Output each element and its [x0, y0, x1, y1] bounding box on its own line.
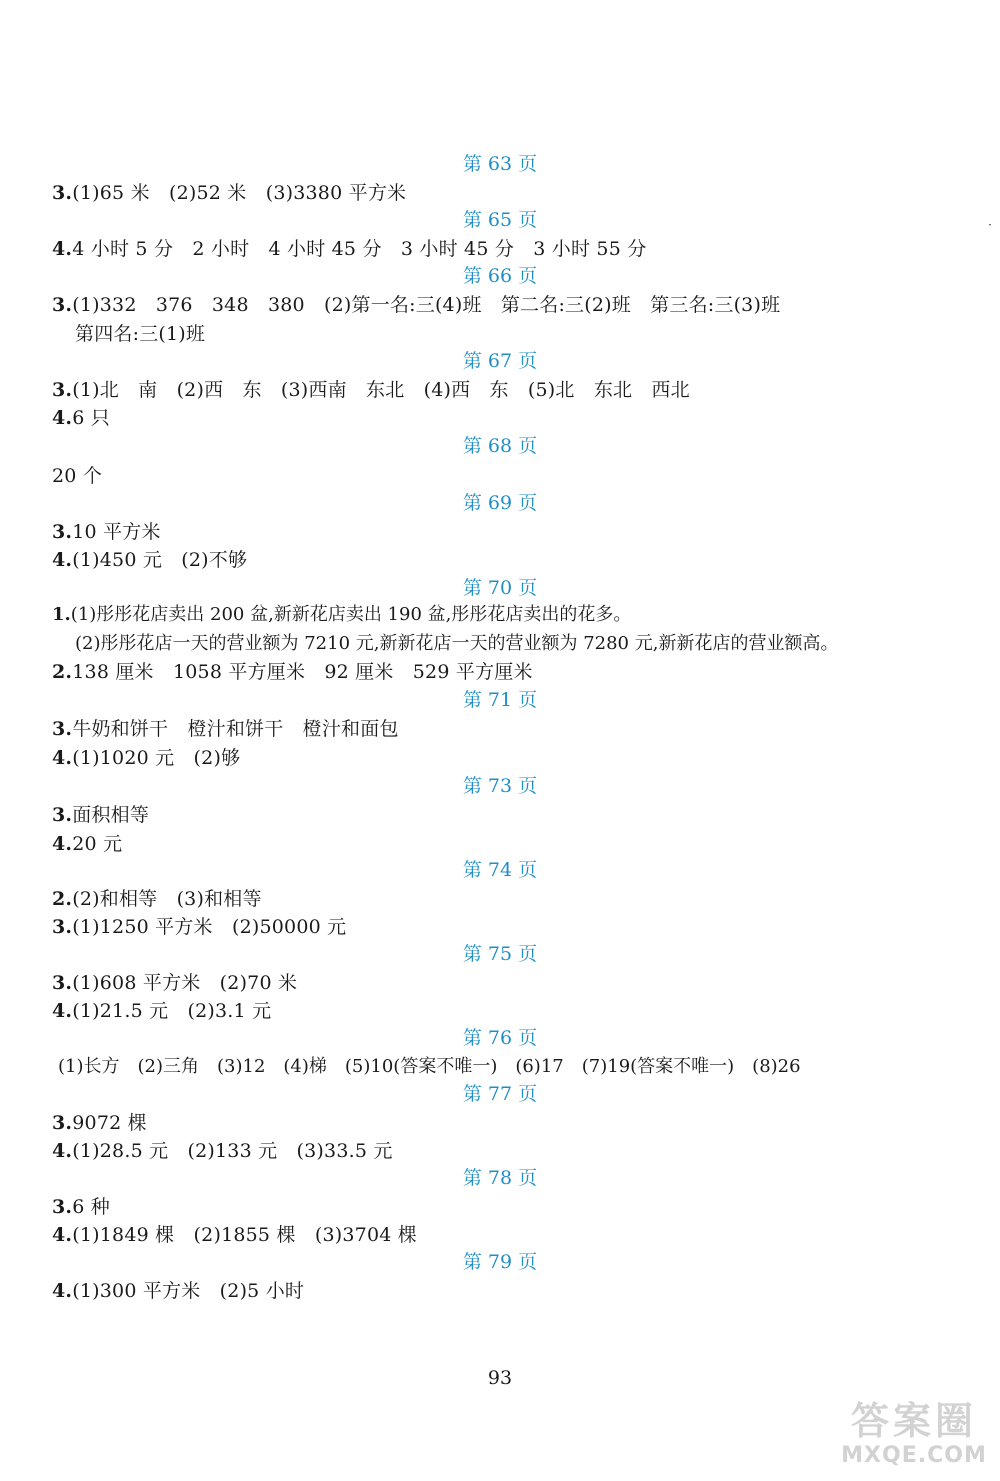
answer-line: 3.(1)608 平方米 (2)70 米	[52, 972, 298, 994]
answer-line: 4.6 只	[52, 407, 110, 429]
answer-line: 2.(2)和相等 (3)和相等	[52, 888, 262, 910]
answer-line: (1)长方 (2)三角 (3)12 (4)梯 (5)10(答案不唯一) (6)17 (7)19(答案不唯一) (8)26	[58, 1056, 801, 1077]
answer-line: 3.(1)北 南 (2)西 东 (3)西南 东北 (4)西 东 (5)北 东北 西北	[52, 379, 690, 401]
section-heading-70: 第 70 页	[462, 577, 538, 599]
answer-line: 4.(1)21.5 元 (2)3.1 元	[52, 1000, 272, 1022]
answer-line: 3.10 平方米	[52, 521, 161, 543]
answer-line: 20 个	[52, 465, 103, 487]
section-heading-68: 第 68 页	[462, 435, 538, 457]
answer-line: 1.(1)彤彤花店卖出 200 盆,新新花店卖出 190 盆,彤彤花店卖出的花多。	[52, 604, 632, 625]
section-heading-73: 第 73 页	[462, 775, 538, 797]
section-heading-63: 第 63 页	[462, 153, 538, 175]
answer-line: 3.6 种	[52, 1196, 110, 1218]
answer-line: 3.(1)332 376 348 380 (2)第一名:三(4)班 第二名:三(2)班 第三名:三(3)班	[52, 294, 781, 316]
watermark-top-text: 答案圈	[850, 1399, 977, 1443]
section-heading-75: 第 75 页	[462, 943, 538, 965]
answer-line: 4.(1)28.5 元 (2)133 元 (3)33.5 元	[52, 1140, 393, 1162]
section-heading-66: 第 66 页	[462, 265, 538, 287]
answer-line: 3.9072 棵	[52, 1112, 147, 1134]
answer-line: 4.(1)300 平方米 (2)5 小时	[52, 1280, 305, 1302]
section-heading-79: 第 79 页	[462, 1251, 538, 1273]
watermark-bottom-text: MXQE.COM	[841, 1443, 987, 1468]
answer-line: 3.(1)65 米 (2)52 米 (3)3380 平方米	[52, 182, 407, 204]
page-number: 93	[487, 1367, 513, 1389]
answer-line-continued: 第四名:三(1)班	[75, 323, 206, 345]
answer-line: 4.20 元	[52, 833, 123, 855]
answer-line: 3.面积相等	[52, 804, 150, 826]
section-heading-78: 第 78 页	[462, 1167, 538, 1189]
section-heading-77: 第 77 页	[462, 1083, 538, 1105]
answer-line: 2.138 厘米 1058 平方厘米 92 厘米 529 平方厘米	[52, 661, 533, 683]
section-heading-76: 第 76 页	[462, 1027, 538, 1049]
section-heading-65: 第 65 页	[462, 209, 538, 231]
section-heading-67: 第 67 页	[462, 350, 538, 372]
answer-line: 4.(1)450 元 (2)不够	[52, 549, 248, 571]
margin-mark: ·	[988, 218, 992, 232]
answer-line-continued: (2)彤彤花店一天的营业额为 7210 元,新新花店一天的营业额为 7280 元,新新花店的营业额高。	[75, 633, 839, 654]
answer-line: 4.(1)1020 元 (2)够	[52, 747, 241, 769]
section-heading-69: 第 69 页	[462, 492, 538, 514]
answer-line: 3.(1)1250 平方米 (2)50000 元	[52, 916, 347, 938]
watermark-logo	[834, 1399, 994, 1473]
section-heading-71: 第 71 页	[462, 689, 538, 711]
section-heading-74: 第 74 页	[462, 859, 538, 881]
answer-line: 4.(1)1849 棵 (2)1855 棵 (3)3704 棵	[52, 1224, 417, 1246]
answer-line: 3.牛奶和饼干 橙汁和饼干 橙汁和面包	[52, 718, 399, 740]
answer-line: 4.4 小时 5 分 2 小时 4 小时 45 分 3 小时 45 分 3 小时 55 分	[52, 238, 647, 260]
